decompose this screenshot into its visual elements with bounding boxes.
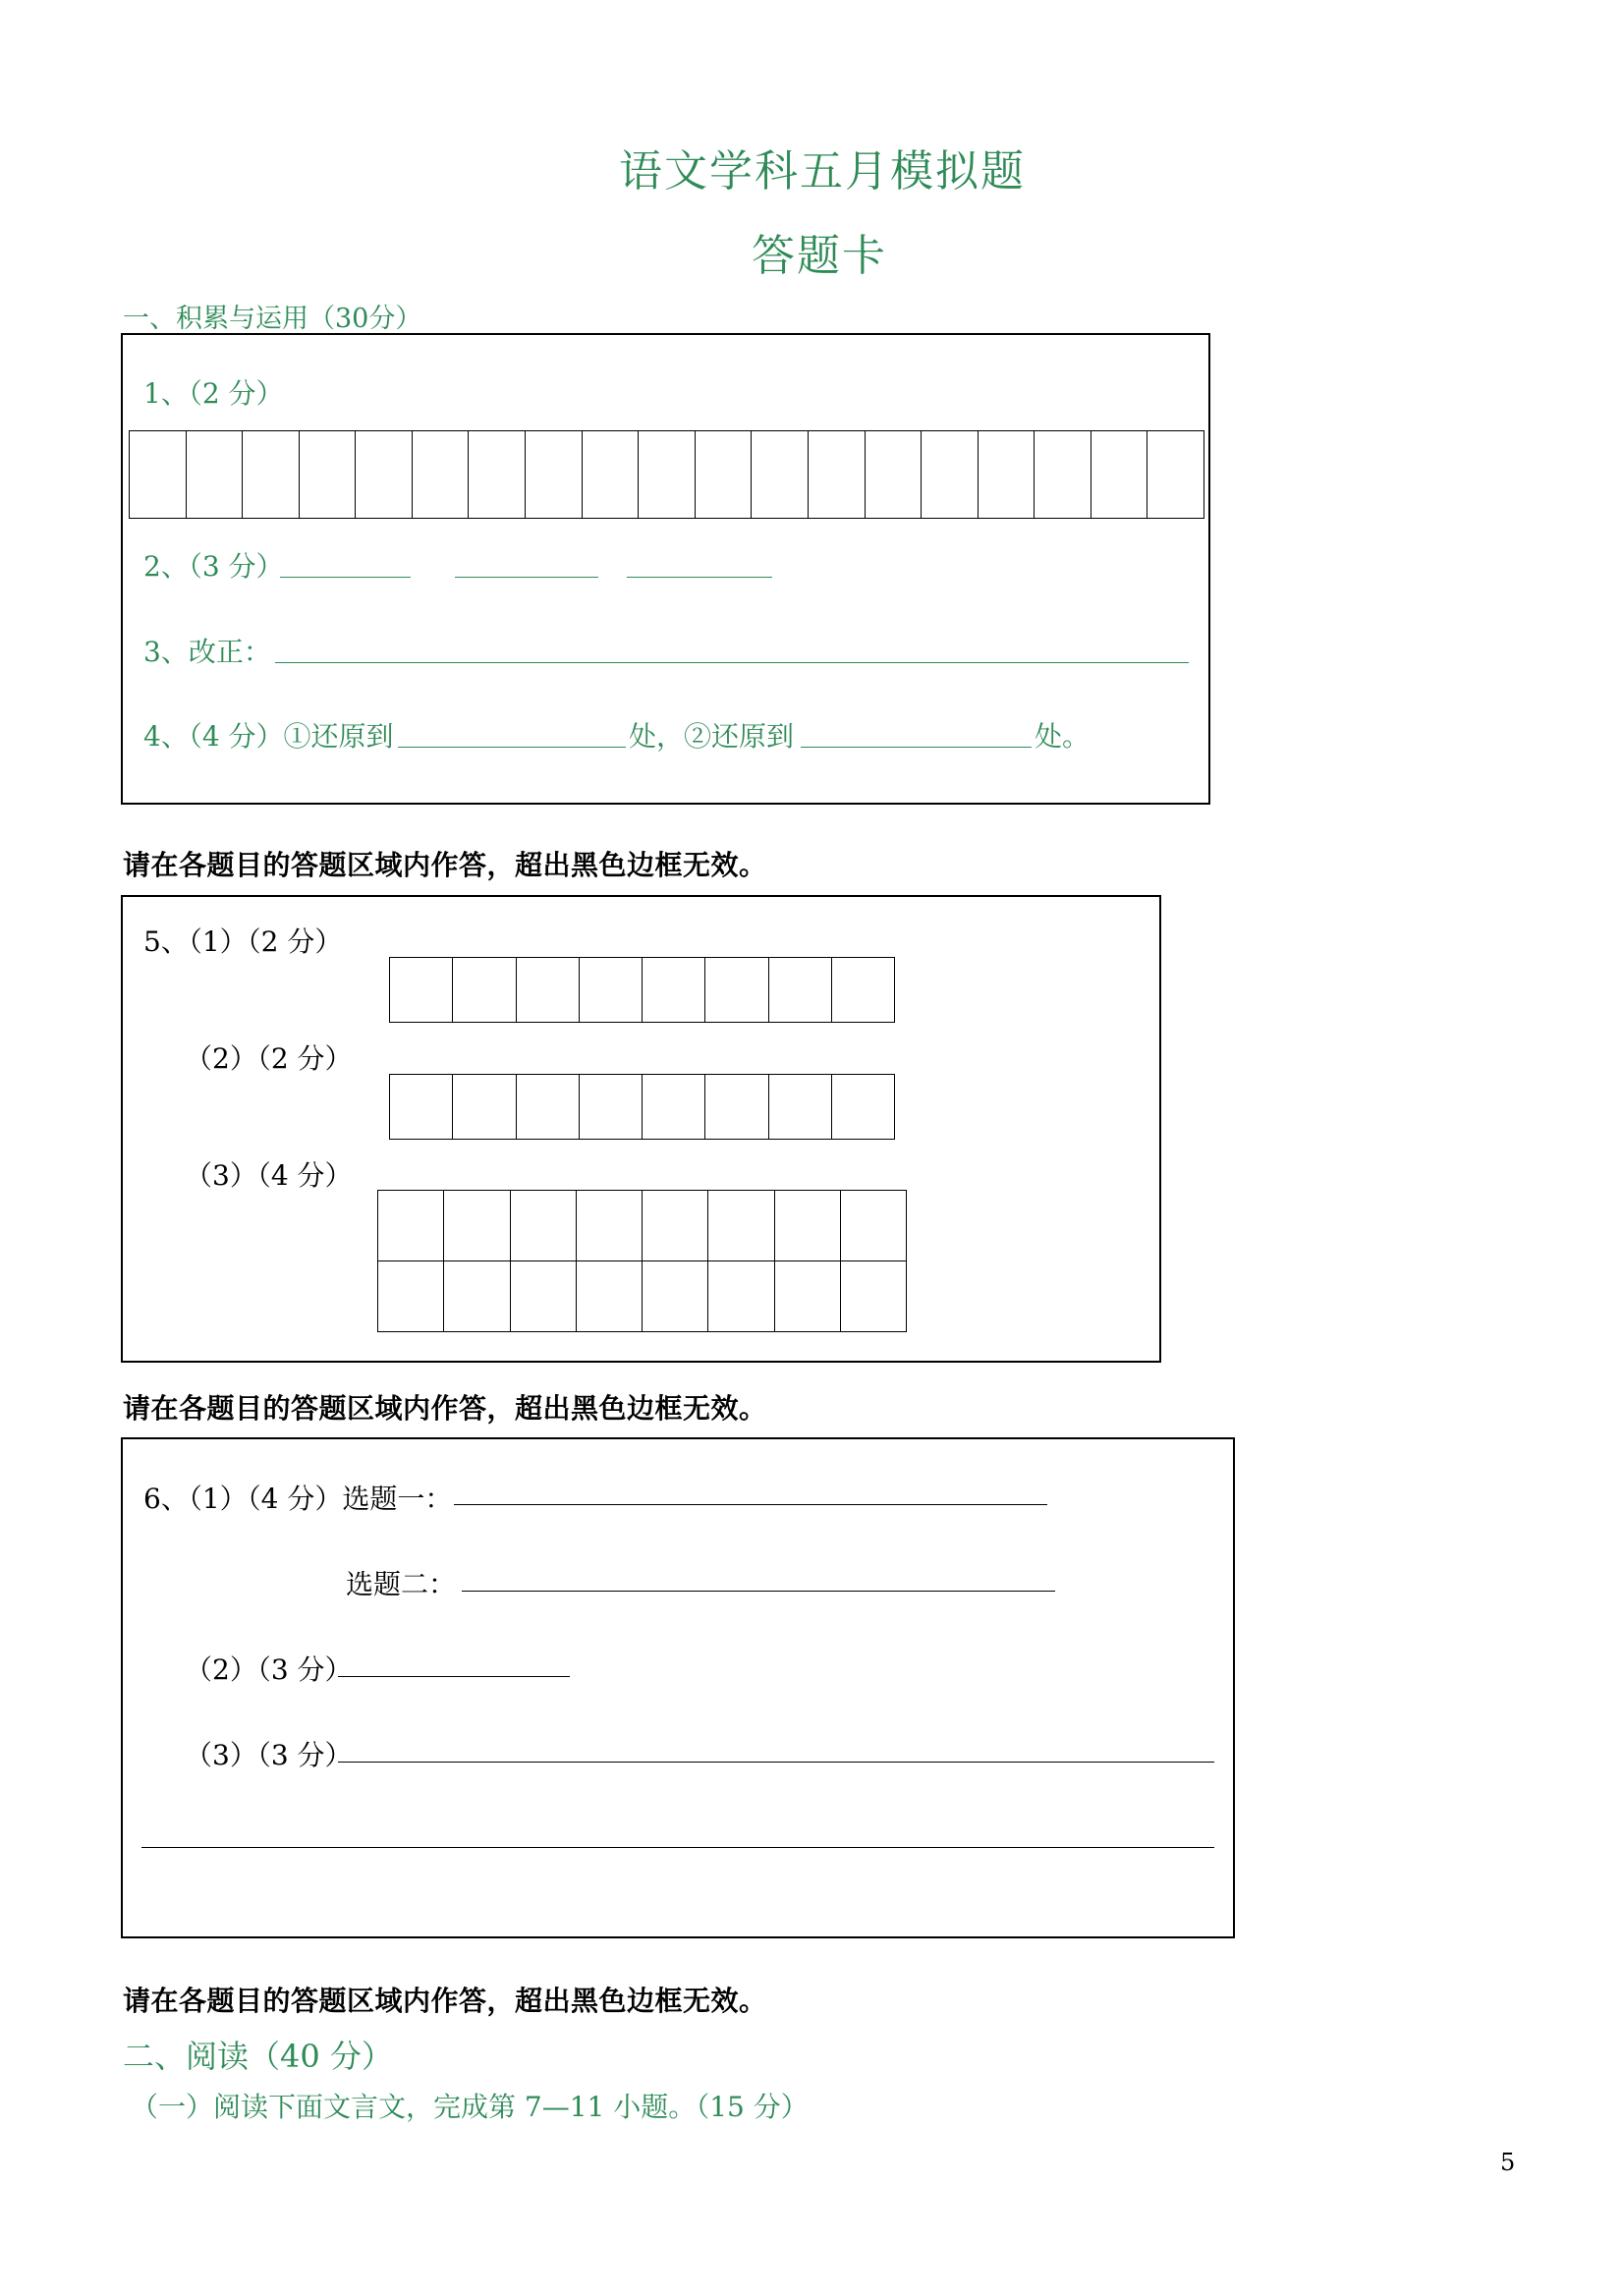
q1-grid-cell[interactable] (187, 431, 244, 519)
q5-part1-label: 5、（1）（2 分） (143, 925, 343, 958)
page-number: 5 (1500, 2149, 1516, 2176)
q6-part3-line-2[interactable] (141, 1847, 1214, 1848)
q6-part2-label: （2）（3 分） (185, 1653, 353, 1686)
q1-grid-cell[interactable] (979, 431, 1035, 519)
q6-part2-line[interactable] (338, 1676, 570, 1677)
q4-blank-1[interactable] (398, 747, 626, 748)
q1-grid-cell[interactable] (583, 431, 640, 519)
q1-grid-cell[interactable] (752, 431, 809, 519)
q1-grid-cell[interactable] (1091, 431, 1148, 519)
q1-grid-cell[interactable] (469, 431, 526, 519)
q2-blank-2[interactable] (455, 577, 598, 578)
q4-label: 4、（4 分）①还原到 (143, 720, 394, 753)
q3-label: 3、改正： (143, 636, 271, 668)
document-subtitle: 答题卡 (752, 231, 887, 281)
q6-topic2-label: 选题二： (346, 1568, 457, 1600)
q5-part1-grid[interactable] (389, 957, 895, 1023)
q1-grid-cell[interactable] (809, 431, 866, 519)
q4-mid-text: 处，②还原到 (629, 720, 795, 753)
section-2-sub-heading: （一）阅读下面文言文，完成第 7—11 小题。（15 分） (131, 2091, 809, 2123)
q1-grid-cell[interactable] (413, 431, 470, 519)
q1-grid-cell[interactable] (243, 431, 300, 519)
document-title: 语文学科五月模拟题 (619, 146, 1026, 196)
q1-grid-cell[interactable] (1035, 431, 1091, 519)
q6-part1-label: 6、（1）（4 分）选题一： (143, 1483, 453, 1515)
q6-part3-line-1[interactable] (338, 1762, 1214, 1763)
answer-area-notice: 请在各题目的答题区域内作答，超出黑色边框无效。 (123, 849, 767, 881)
q2-blank-3[interactable] (627, 577, 772, 578)
q5-part3-label: （3）（4 分） (185, 1159, 353, 1192)
q4-end-text: 处。 (1035, 720, 1091, 753)
answer-area-notice: 请在各题目的答题区域内作答，超出黑色边框无效。 (123, 1985, 767, 2017)
q1-grid-cell[interactable] (696, 431, 753, 519)
q1-grid-cell[interactable] (356, 431, 413, 519)
q6-topic2-line[interactable] (462, 1591, 1055, 1592)
q1-grid-cell[interactable] (922, 431, 979, 519)
answer-area-notice: 请在各题目的答题区域内作答，超出黑色边框无效。 (123, 1392, 767, 1425)
q5-part3-grid[interactable] (377, 1190, 907, 1332)
q5-part2-label: （2）（2 分） (185, 1042, 353, 1075)
q6-part3-label: （3）（3 分） (185, 1739, 353, 1771)
q1-grid-cell[interactable] (1147, 431, 1204, 519)
q1-answer-grid[interactable] (129, 430, 1204, 519)
q6-topic1-line[interactable] (454, 1504, 1047, 1505)
section-2-heading: 二、阅读（40 分） (123, 2038, 393, 2075)
q1-label: 1、（2 分） (143, 377, 284, 410)
q2-label: 2、（3 分） (143, 550, 284, 583)
q1-grid-cell[interactable] (130, 431, 187, 519)
q1-grid-cell[interactable] (866, 431, 923, 519)
q4-blank-2[interactable] (801, 747, 1032, 748)
q2-blank-1[interactable] (280, 577, 411, 578)
q1-grid-cell[interactable] (526, 431, 583, 519)
section-1-heading: 一、积累与运用（30分） (123, 304, 422, 334)
q1-grid-cell[interactable] (300, 431, 357, 519)
q1-grid-cell[interactable] (639, 431, 696, 519)
q3-answer-line[interactable] (275, 662, 1189, 663)
q5-part2-grid[interactable] (389, 1074, 895, 1140)
